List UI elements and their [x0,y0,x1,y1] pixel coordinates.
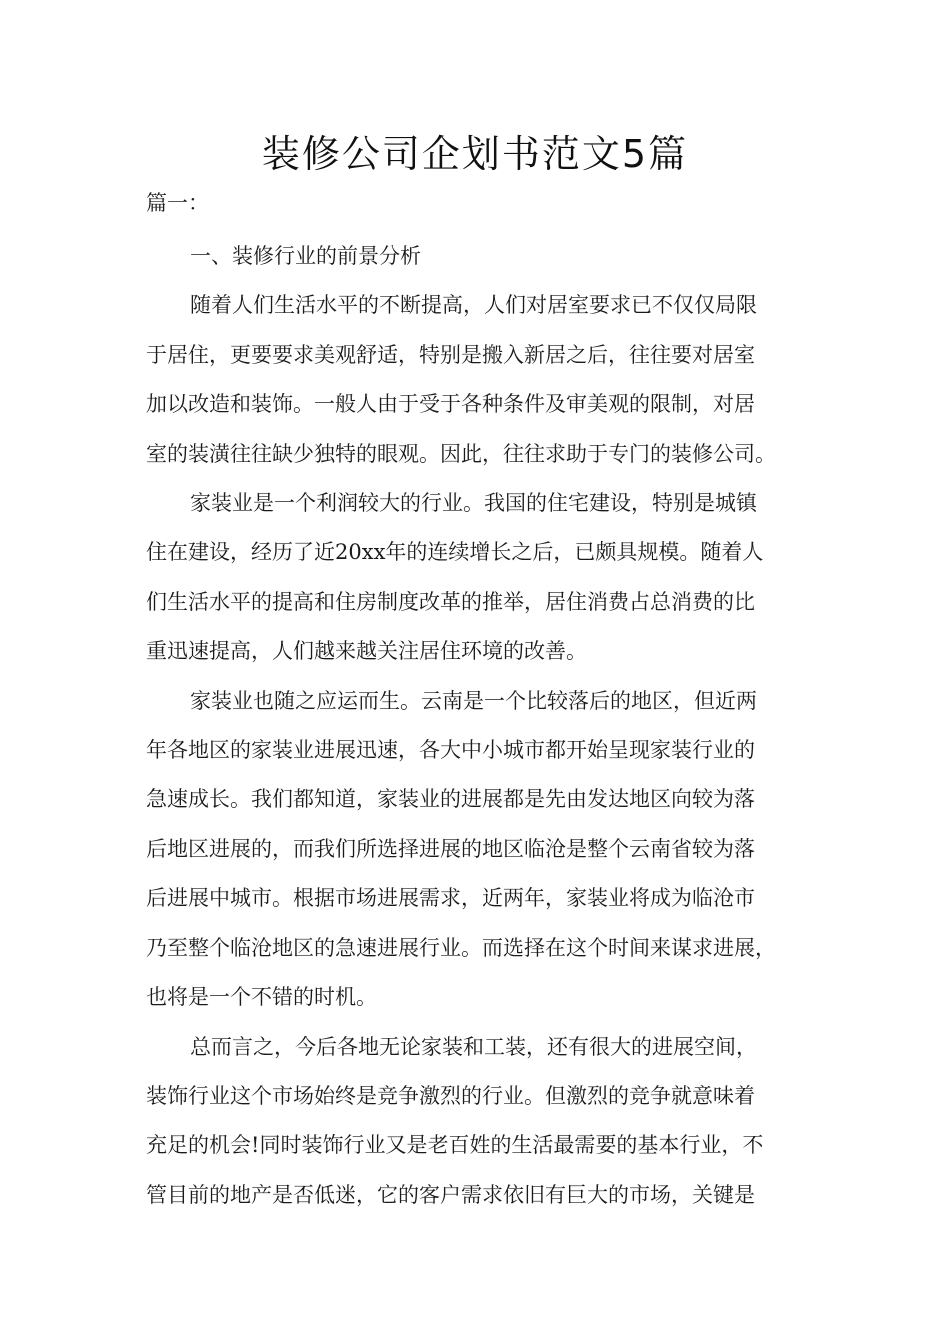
paragraph [146,1023,822,1221]
section-label: 篇一： [146,191,209,215]
paragraph-line: 重迅速提高，人们越来越关注居住环境的改善。 [146,639,587,664]
paragraph-line: 乃至整个临沧地区的急速进展行业。而选择在这个时间来谋求进展， [146,935,776,960]
document-title: 装修公司企划书范文5篇 [261,132,689,176]
paragraph-line: 于居住，更要要求美观舒适，特别是搬入新居之后，往往要对居室 [146,342,755,367]
paragraph-line: 年各地区的家装业进展迅速，各大中小城市都开始呈现家装行业的 [146,738,755,763]
paragraph-line: 后进展中城市。根据市场进展需求，近两年，家装业将成为临沧市 [146,886,755,911]
paragraph-line: 一、装修行业的前景分析 [190,244,421,268]
paragraph-line: 住在建设，经历了近20xx年的连续增长之后，已颇具规模。随着人 [146,540,764,565]
paragraph [146,232,822,281]
paragraph-line: 家装业也随之应运而生。云南是一个比较落后的地区，但近两 [190,688,757,713]
paragraph-line: 家装业是一个利润较大的行业。我国的住宅建设，特别是城镇 [190,491,757,516]
document-body [146,232,822,1220]
paragraph-line: 后地区进展的，而我们所选择进展的地区临沧是整个云南省较为落 [146,836,755,861]
paragraph-line: 装饰行业这个市场始终是竞争激烈的行业。但激烈的竞争就意味着 [146,1083,755,1108]
paragraph-line: 室的装潢往往缺少独特的眼观。因此，往往求助于专门的装修公司。 [146,441,776,466]
paragraph-line: 管目前的地产是否低迷，它的客户需求依旧有巨大的市场，关键是 [146,1182,755,1207]
paragraph-line: 急速成长。我们都知道，家装业的进展都是先由发达地区向较为落 [146,787,755,812]
paragraph [146,281,822,479]
paragraph [146,479,822,677]
paragraph-line: 加以改造和装饰。一般人由于受于各种条件及审美观的限制，对居 [146,392,755,417]
paragraph-line: 随着人们生活水平的不断提高，人们对居室要求已不仅仅局限 [190,293,757,318]
paragraph-line: 也将是一个不错的时机。 [146,985,377,1010]
paragraph-line: 们生活水平的提高和住房制度改革的推举，居住消费占总消费的比 [146,589,755,614]
paragraph-line: 充足的机会!同时装饰行业又是老百姓的生活最需要的基本行业，不 [146,1133,764,1158]
paragraph-line: 总而言之，今后各地无论家装和工装，还有很大的进展空间， [190,1034,757,1059]
paragraph [146,677,822,1023]
